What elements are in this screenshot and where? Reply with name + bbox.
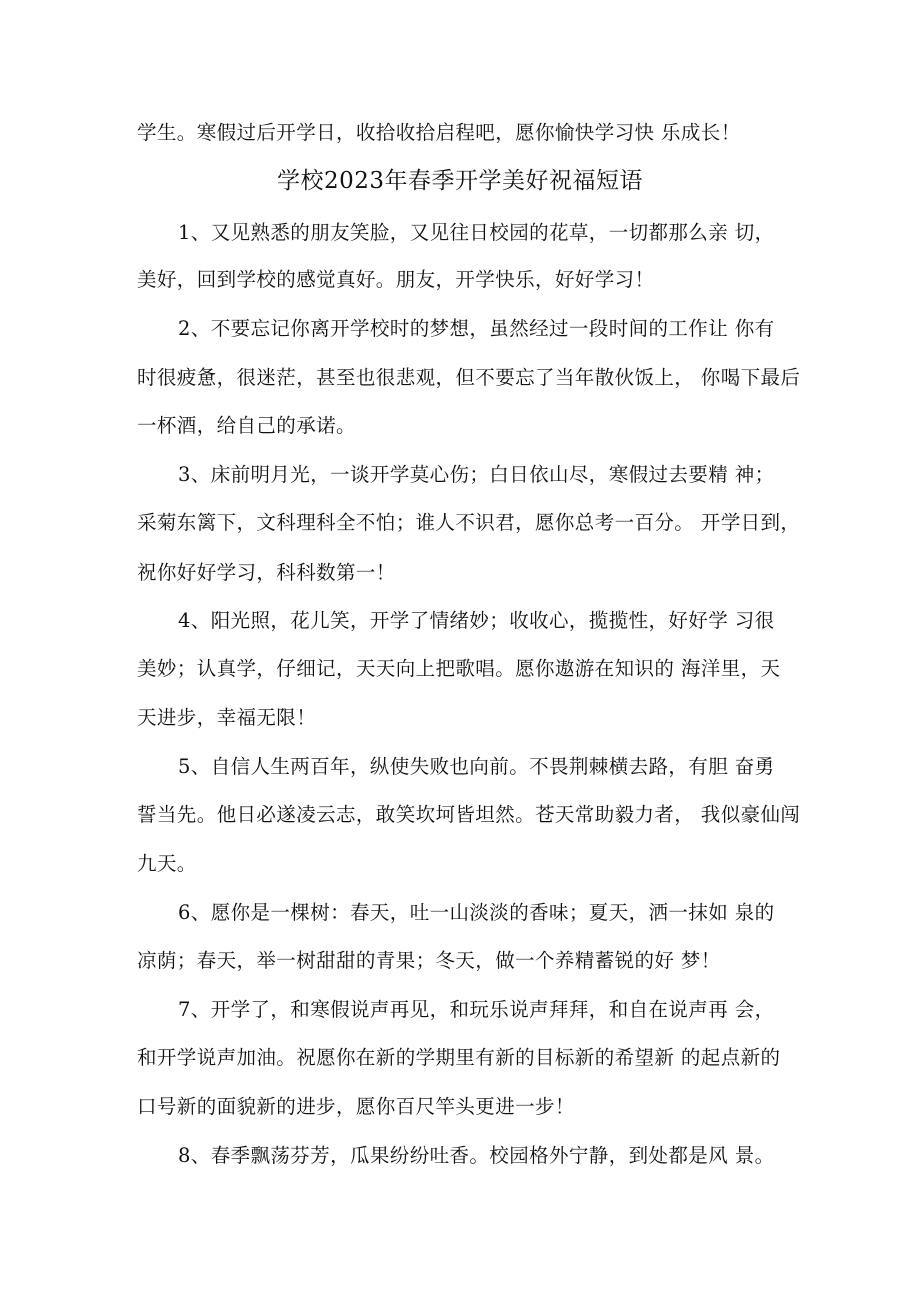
paragraph-line: 天进步，幸福无限！ — [137, 706, 317, 729]
paragraph-line: 6、愿你是一棵树：春天，吐一山淡淡的香味；夏天，洒一抹如 泉的 — [178, 901, 775, 924]
paragraph-line: 和开学说声加油。祝愿你在新的学期里有新的目标新的希望新 的起点新的 — [137, 1046, 781, 1069]
paragraph-line: 时很疲惫，很迷茫，甚至也很悲观，但不要忘了当年散伙饭上， 你喝下最后 — [137, 366, 801, 389]
paragraph-line: 九天。 — [137, 852, 197, 875]
document-title: 学校2023年春季开学美好祝福短语 — [276, 168, 644, 194]
paragraph-line: 一杯酒，给自己的承诺。 — [137, 414, 356, 437]
paragraph-line: 凉荫；春天，举一树甜甜的青果；冬天，做一个养精蓄锐的好 梦！ — [137, 949, 721, 972]
paragraph-line: 采菊东篱下，文科理科全不怕；谁人不识君，愿你总考一百分。 开学日到， — [137, 511, 801, 534]
paragraph-line: 1、又见熟悉的朋友笑脸，又见往日校园的花草，一切都那么亲 切， — [178, 221, 775, 244]
paragraph-line: 7、开学了，和寒假说声再见，和玩乐说声拜拜，和自在说声再 会， — [178, 998, 775, 1021]
paragraph-line: 8、春季飘荡芬芳，瓜果纷纷吐香。校园格外宁静，到处都是风 景。 — [178, 1144, 775, 1167]
paragraph-line: 3、床前明月光，一谈开学莫心伤；白日依山尽，寒假过去要精 神； — [178, 463, 775, 486]
paragraph-line: 2、不要忘记你离开学校时的梦想，虽然经过一段时间的工作让 你有 — [178, 317, 775, 340]
intro-line: 学生。寒假过后开学日，收拾收拾启程吧，愿你愉快学习快 乐成长！ — [137, 121, 741, 144]
paragraph-line: 美好，回到学校的感觉真好。朋友，开学快乐，好好学习！ — [137, 268, 655, 291]
paragraph-line: 4、阳光照，花儿笑，开学了情绪妙；收收心，揽揽性，好好学 习很 — [178, 609, 775, 632]
paragraph-line: 祝你好好学习，科科数第一！ — [137, 561, 396, 584]
paragraph-line: 美妙；认真学，仔细记，天天向上把歌唱。愿你遨游在知识的 海洋里，天 — [137, 657, 781, 680]
paragraph-line: 5、自信人生两百年，纵使失败也向前。不畏荆棘横去路，有胆 奋勇 — [178, 755, 775, 778]
paragraph-line: 口号新的面貌新的进步，愿你百尺竿头更进一步！ — [137, 1095, 575, 1118]
paragraph-line: 誓当先。他日必遂凌云志，敢笑坎坷皆坦然。苍天常助毅力者， 我似豪仙闯 — [137, 803, 801, 826]
